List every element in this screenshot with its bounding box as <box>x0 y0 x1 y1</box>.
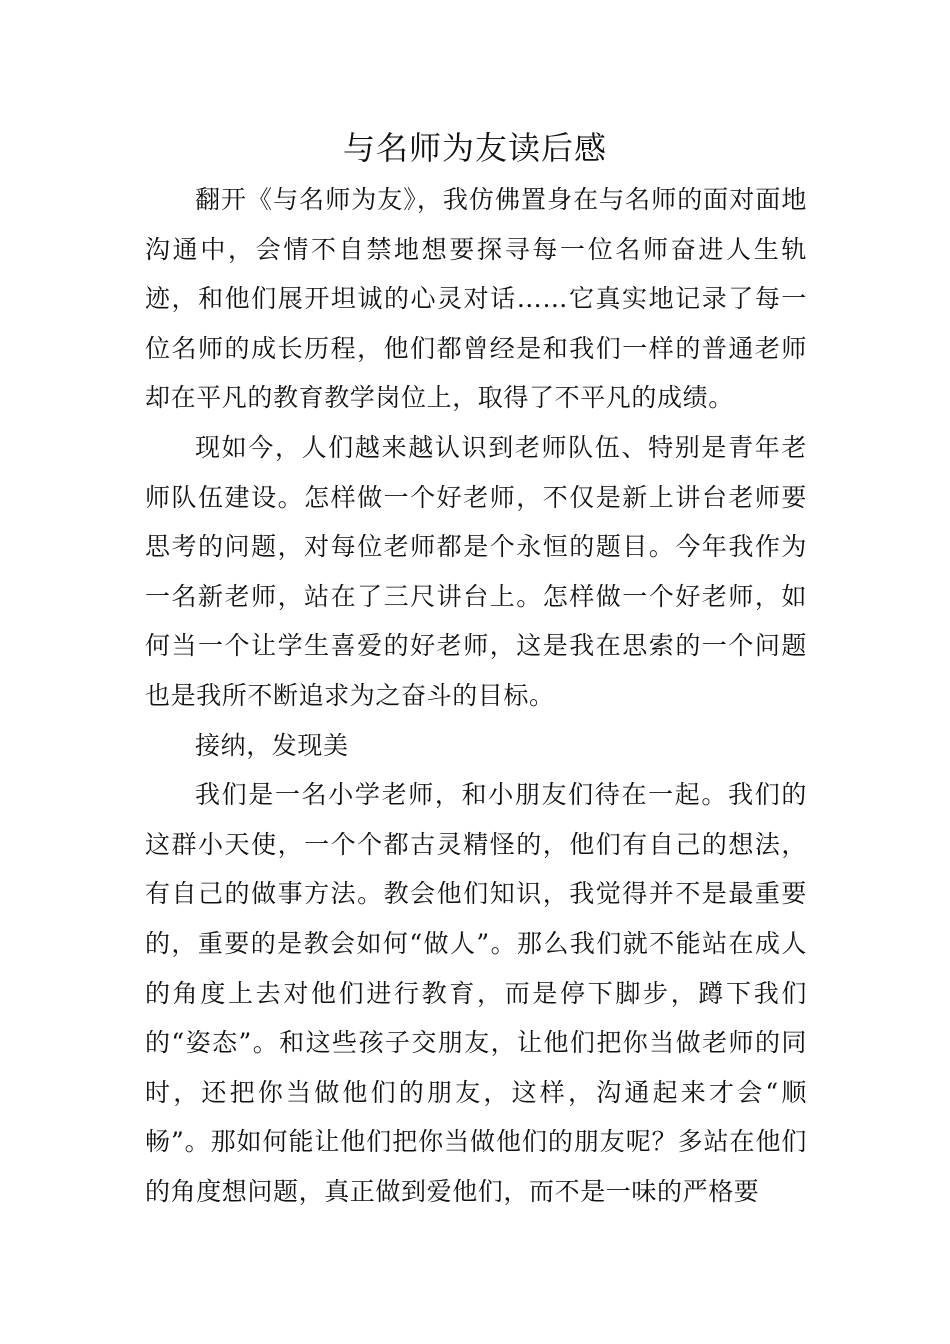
paragraph-primary-teacher: 我们是一名小学老师，和小朋友们待在一起。我们的这群小天使，一个个都古灵精怪的，他们有自己的想法，有自己的做事方法。教会他们知识，我觉得并不是最重要的，重要的是教会如何“做人”。那么我们就不能站在成人的角度上去对他们进行教育，而是停下脚步，蹲下我们的“姿态”。和这些孩子交朋友，让他们把你当做老师的同时，还把你当做他们的朋友，这样，沟通起来才会“顺畅”。那如何能让他们把你当做他们的朋友呢？多站在他们的角度想问题，真正做到爱他们，而不是一味的严格要 <box>145 780 807 1206</box>
document-body <box>145 175 807 1216</box>
section-heading-accept: 接纳，发现美 <box>195 730 349 760</box>
paragraph-intro: 翻开《与名师为友》，我仿佛置身在与名师的面对面地沟通中，会情不自禁地想要探寻每一位名师奋进人生轨迹，和他们展开坦诚的心灵对话……它真实地记录了每一位名师的成长历程，他们都曾经是和我们一样的普通老师却在平凡的教育教学岗位上，取得了不平凡的成绩。 <box>145 185 807 413</box>
paragraph-teacher-team: 现如今，人们越来越认识到老师队伍、特别是青年老师队伍建设。怎样做一个好老师，不仅是新上讲台老师要思考的问题，对每位老师都是个永恒的题目。今年我作为一名新老师，站在了三尺讲台上。怎样做一个好老师，如何当一个让学生喜爱的好老师，这是我在思索的一个问题也是我所不断追求为之奋斗的目标。 <box>145 432 807 710</box>
document-title: 与名师为友读后感 <box>342 129 607 167</box>
